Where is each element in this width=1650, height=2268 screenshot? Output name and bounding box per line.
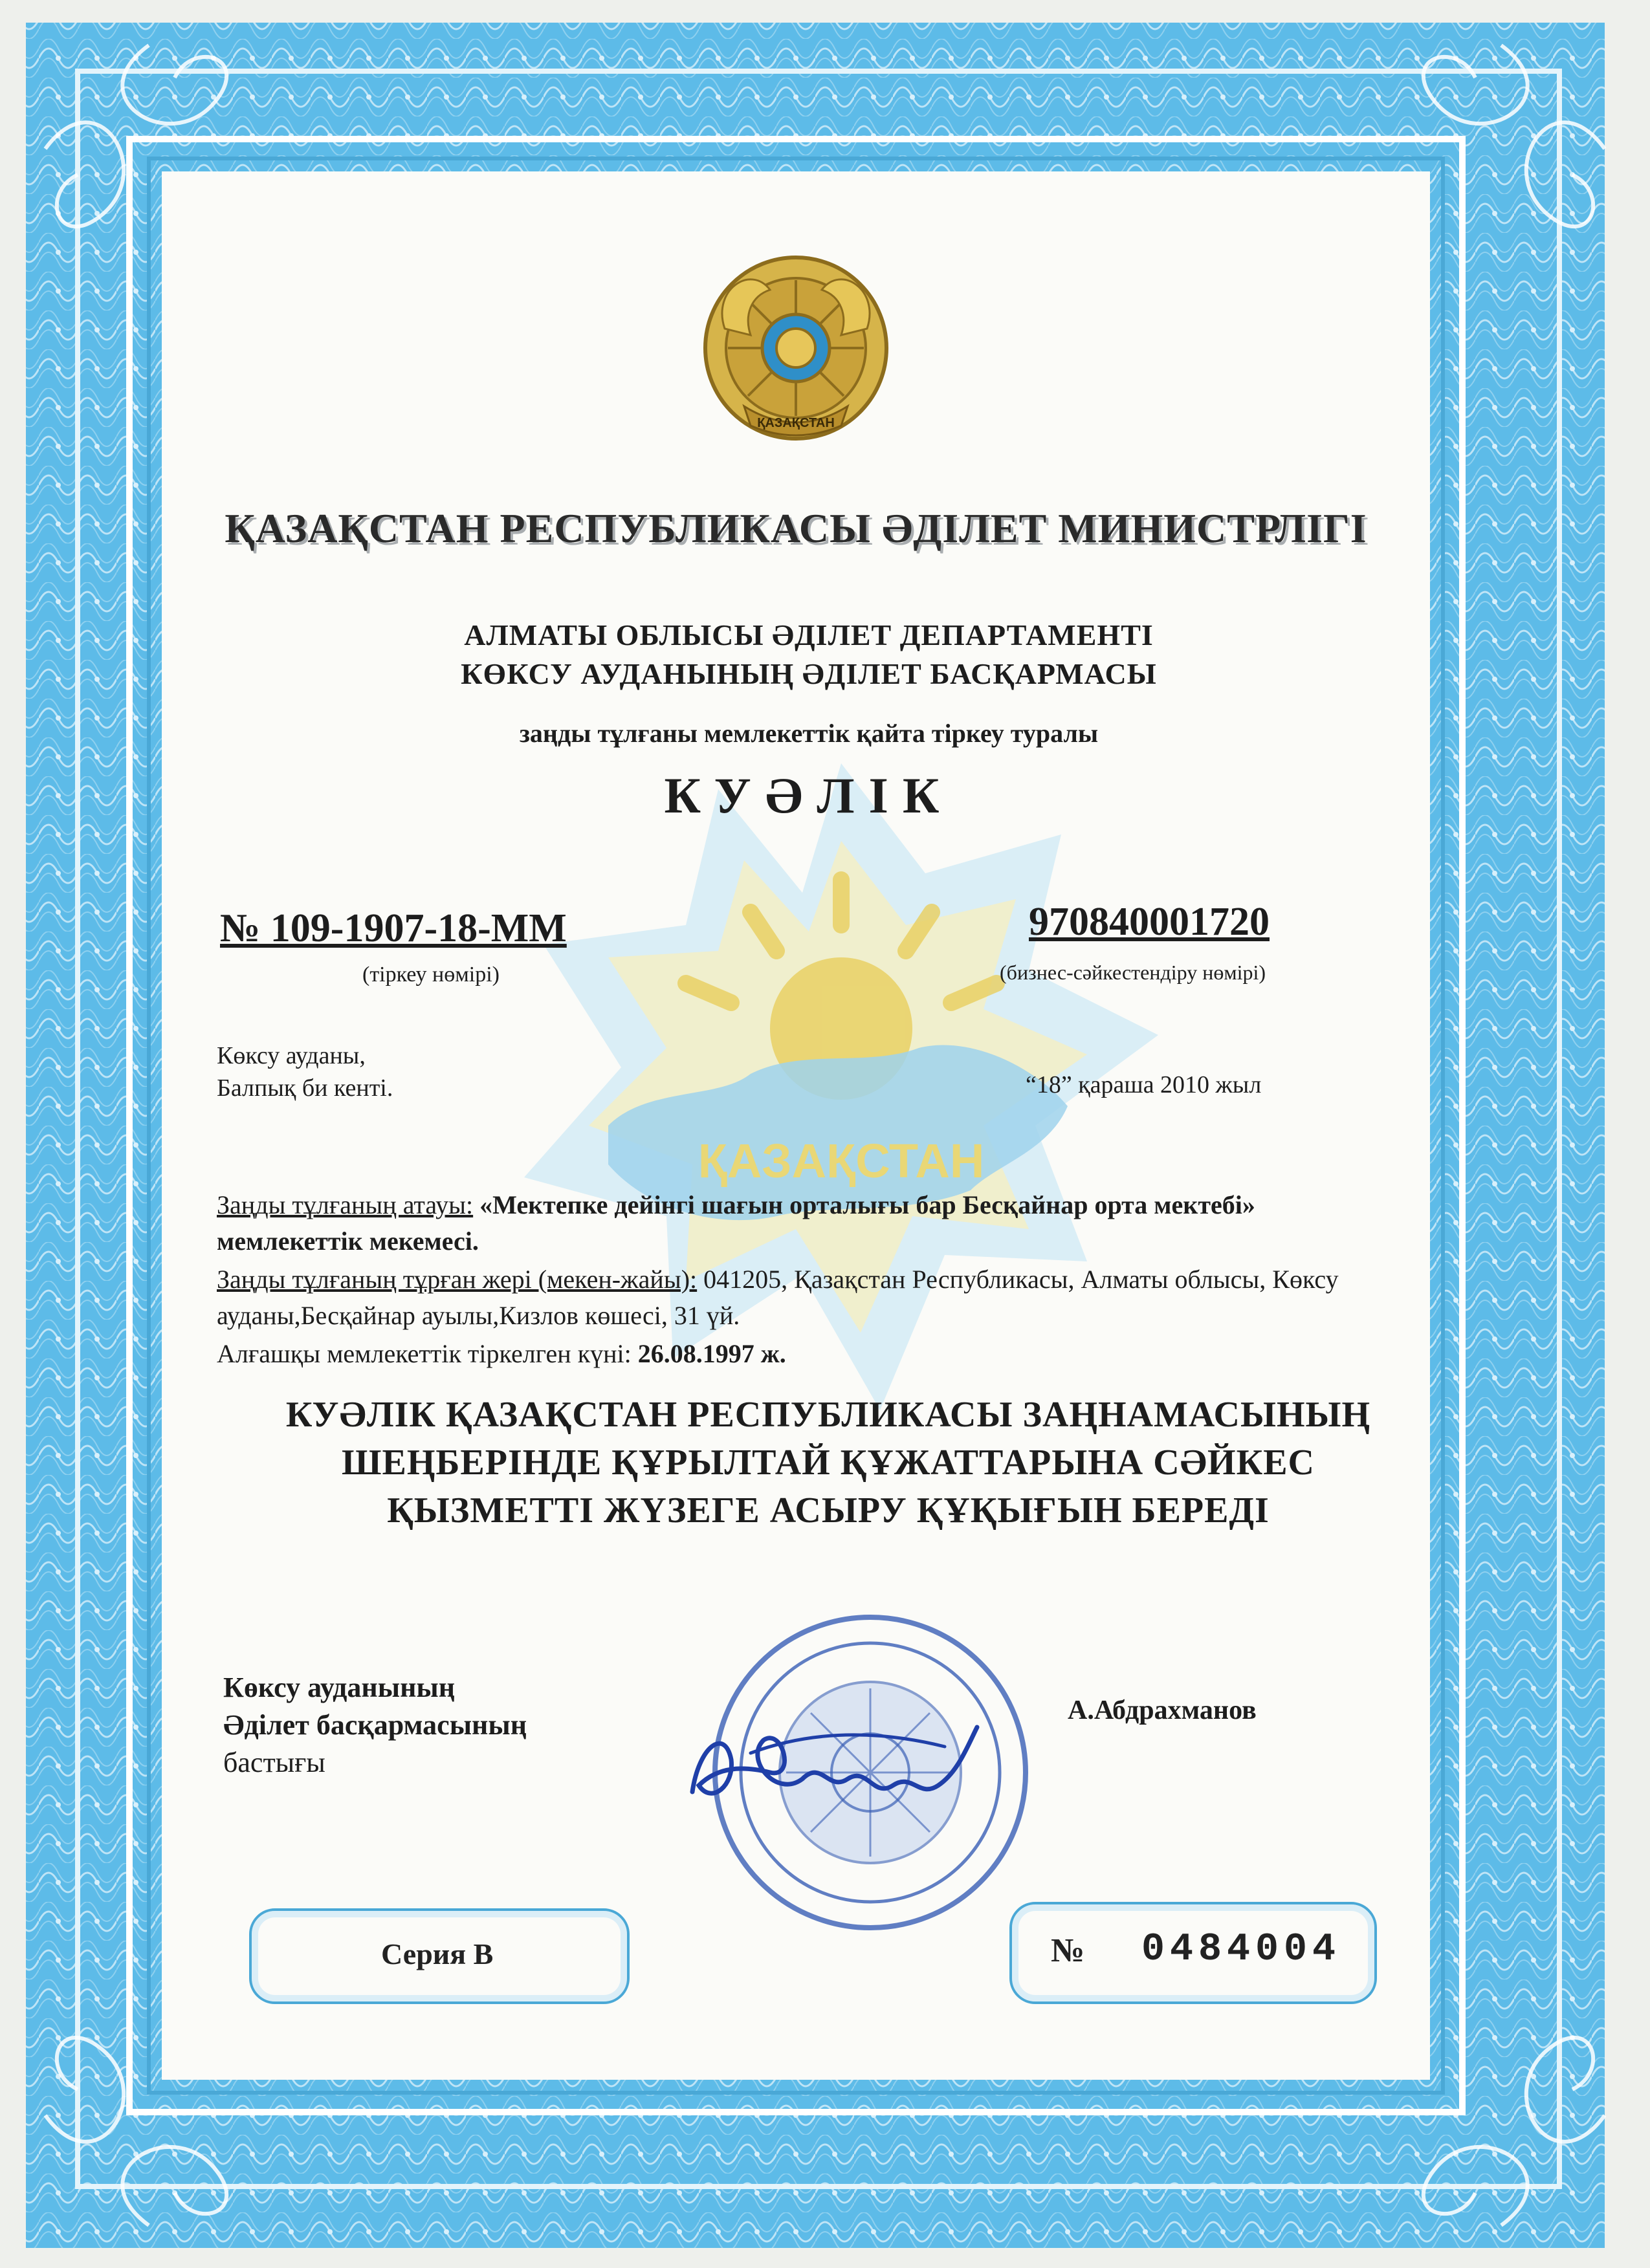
entity-address [217, 1261, 1349, 1334]
issue-date: “18” қараша 2010 жыл [1026, 1071, 1262, 1098]
entity-first-registration [217, 1336, 1349, 1372]
department-line-2: КӨКСУ АУДАНЫНЫҢ ӘДІЛЕТ БАСҚАРМАСЫ [461, 657, 1157, 690]
bin-caption: (бизнес-сәйкестендіру нөмірі) [1000, 961, 1266, 984]
ministry-title: ҚАЗАҚСТАН РЕСПУБЛИКАСЫ ӘДІЛЕТ МИНИСТРЛІГІ [225, 505, 1367, 551]
signatory-line-2: Әділет басқармасының [223, 1709, 527, 1741]
bin-number: 970840001720 [1029, 900, 1270, 944]
declaration-line-1: КУӘЛІК ҚАЗАҚСТАН РЕСПУБЛИКАСЫ ЗАҢНАМАСЫНЫҢ [285, 1395, 1371, 1435]
certificate-title: КУӘЛІК [664, 767, 954, 823]
place-town: Балпық би кенті. [217, 1074, 393, 1102]
declaration-line-3: ҚЫЗМЕТТІ ЖҮЗЕГЕ АСЫРУ ҚҰҚЫҒЫН БЕРЕДІ [387, 1490, 1270, 1531]
entity-name-label: Заңды тұлғаның атауы: [217, 1190, 474, 1219]
entity-address-label: Заңды тұлғаның тұрған жері (мекен-жайы): [217, 1265, 698, 1294]
certificate-subtitle: заңды тұлғаны мемлекеттік қайта тіркеу туралы [519, 719, 1099, 748]
declaration-line-2: ШЕҢБЕРІНДЕ ҚҰРЫЛТАЙ ҚҰЖАТТАРЫНА СӘЙКЕС [341, 1443, 1315, 1483]
kazakhstan-state-emblem-icon [699, 251, 893, 445]
svg-text:ҚАЗАҚСТАН: ҚАЗАҚСТАН [698, 1134, 985, 1188]
number-box [1009, 1902, 1377, 2004]
entity-name [217, 1187, 1349, 1259]
entity-address-value: 041205, Қазақстан Республикасы, Алматы облысы, Көксу ауданы,Бесқайнар ауылы,Кизлов көшесі, 31 үй. [217, 1265, 1339, 1330]
signatory-name: А.Абдрахманов [1068, 1696, 1257, 1725]
handwritten-signature-icon [673, 1688, 996, 1831]
entity-name-value: «Мектепке дейінгі шағын орталығы бар Бесқайнар орта мектебі» мемлекеттік мекемесі. [217, 1190, 1255, 1256]
certificate-number: 0484004 [1141, 1928, 1341, 1972]
registration-number-caption: (тіркеу нөмірі) [362, 963, 500, 987]
series-label: Серия В [381, 1937, 494, 1970]
first-registration-value: 26.08.1997 ж. [637, 1339, 786, 1368]
signatory-line-1: Көксу ауданының [223, 1672, 456, 1703]
department-line-1: АЛМАТЫ ОБЛЫСЫ ӘДІЛЕТ ДЕПАРТАМЕНТІ [464, 618, 1154, 651]
svg-text:ҚАЗАҚСТАН: ҚАЗАҚСТАН [757, 416, 835, 430]
series-box [249, 1908, 630, 2004]
number-sign: № [1051, 1932, 1085, 1969]
registration-number: № 109-1907-18-ММ [220, 906, 567, 950]
signatory-line-3: бастығы [223, 1747, 325, 1778]
place-district: Көксу ауданы, [217, 1042, 366, 1069]
first-registration-label: Алғашқы мемлекеттік тіркелген күні: [217, 1339, 632, 1368]
